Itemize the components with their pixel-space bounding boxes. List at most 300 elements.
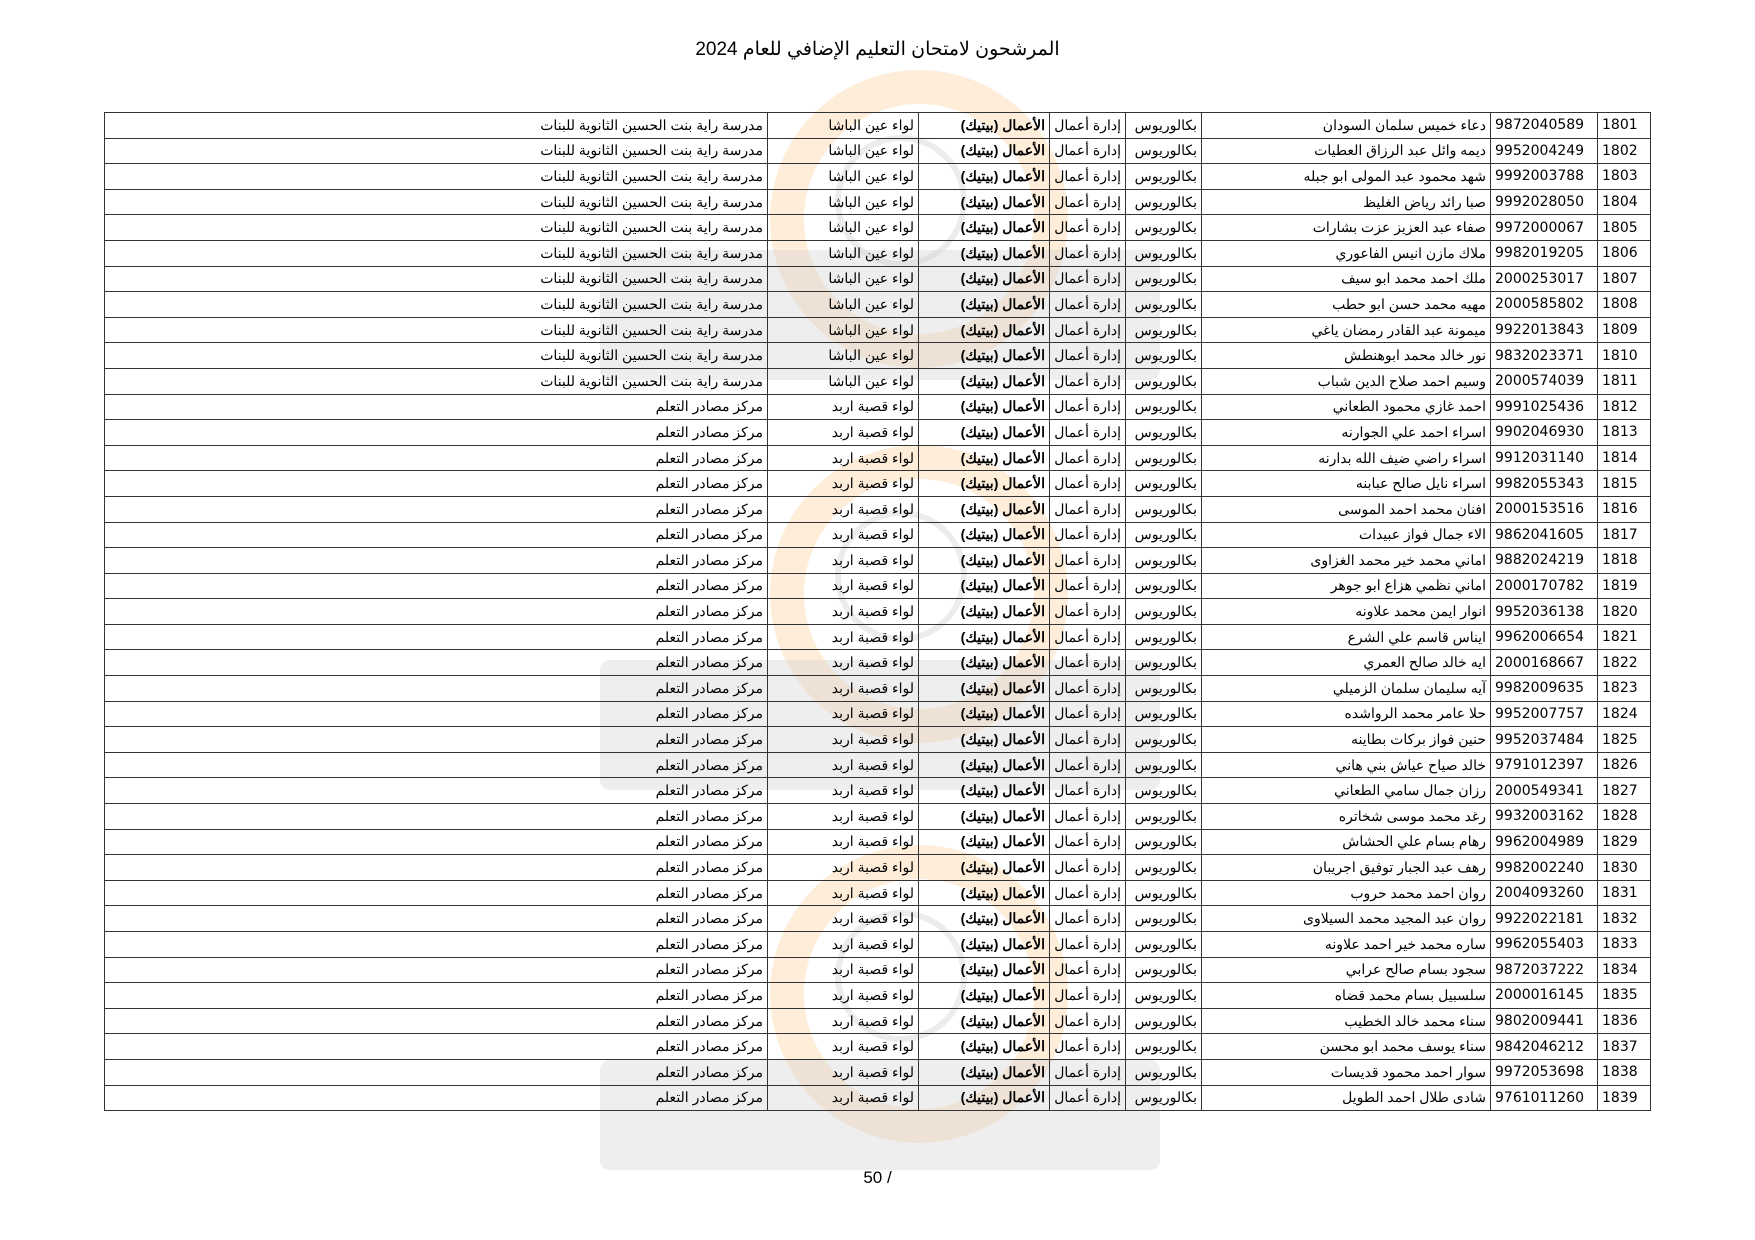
cell-district: لواء قصبة اربد <box>768 650 919 676</box>
cell-specialty: الأعمال (بيتيك) <box>919 1034 1050 1060</box>
cell-school: مدرسة راية بنت الحسين الثانوية للبنات <box>105 343 768 369</box>
cell-school: مركز مصادر التعلم <box>105 701 768 727</box>
cell-level: بكالوريوس <box>1126 624 1202 650</box>
cell-serial: 1821 <box>1598 624 1651 650</box>
cell-level: بكالوريوس <box>1126 522 1202 548</box>
cell-serial: 1811 <box>1598 368 1651 394</box>
cell-seat-number: 9842046212 <box>1491 1034 1598 1060</box>
cell-level: بكالوريوس <box>1126 880 1202 906</box>
cell-specialty: الأعمال (بيتيك) <box>919 1059 1050 1085</box>
cell-level: بكالوريوس <box>1126 932 1202 958</box>
table-row <box>105 292 1651 318</box>
table-row <box>105 368 1651 394</box>
cell-branch: إدارة أعمال <box>1050 445 1126 471</box>
cell-seat-number: 9972000067 <box>1491 215 1598 241</box>
cell-school: مركز مصادر التعلم <box>105 1085 768 1111</box>
cell-seat-number: 9902046930 <box>1491 420 1598 446</box>
cell-branch: إدارة أعمال <box>1050 727 1126 753</box>
cell-level: بكالوريوس <box>1126 471 1202 497</box>
cell-district: لواء قصبة اربد <box>768 445 919 471</box>
cell-serial: 1818 <box>1598 548 1651 574</box>
table-row <box>105 189 1651 215</box>
cell-name: اماني محمد خير محمد الغزاوى <box>1202 548 1491 574</box>
cell-name: سناء يوسف محمد ابو محسن <box>1202 1034 1491 1060</box>
cell-seat-number: 9932003162 <box>1491 804 1598 830</box>
cell-school: مركز مصادر التعلم <box>105 471 768 497</box>
cell-name: صبا رائد رياض الغليظ <box>1202 189 1491 215</box>
cell-branch: إدارة أعمال <box>1050 522 1126 548</box>
cell-branch: إدارة أعمال <box>1050 292 1126 318</box>
table-row <box>105 113 1651 139</box>
cell-seat-number: 9952007757 <box>1491 701 1598 727</box>
cell-district: لواء قصبة اربد <box>768 599 919 625</box>
cell-level: بكالوريوس <box>1126 752 1202 778</box>
cell-branch: إدارة أعمال <box>1050 778 1126 804</box>
cell-specialty: الأعمال (بيتيك) <box>919 394 1050 420</box>
cell-name: نور خالد محمد ابوهنطش <box>1202 343 1491 369</box>
cell-district: لواء عين الباشا <box>768 317 919 343</box>
cell-school: مركز مصادر التعلم <box>105 906 768 932</box>
cell-level: بكالوريوس <box>1126 573 1202 599</box>
table-row <box>105 215 1651 241</box>
cell-name: دعاء خميس سلمان السودان <box>1202 113 1491 139</box>
cell-serial: 1813 <box>1598 420 1651 446</box>
cell-school: مركز مصادر التعلم <box>105 855 768 881</box>
cell-seat-number: 9982019205 <box>1491 240 1598 266</box>
cell-seat-number: 9922022181 <box>1491 906 1598 932</box>
cell-district: لواء قصبة اربد <box>768 1034 919 1060</box>
cell-seat-number: 9791012397 <box>1491 752 1598 778</box>
cell-serial: 1807 <box>1598 266 1651 292</box>
table-row <box>105 420 1651 446</box>
cell-name: اماني نظمي هزاع ابو جوهر <box>1202 573 1491 599</box>
cell-branch: إدارة أعمال <box>1050 829 1126 855</box>
cell-school: مركز مصادر التعلم <box>105 394 768 420</box>
cell-serial: 1820 <box>1598 599 1651 625</box>
page-number: 50 / <box>863 1168 892 1187</box>
cell-branch: إدارة أعمال <box>1050 394 1126 420</box>
cell-school: مدرسة راية بنت الحسين الثانوية للبنات <box>105 164 768 190</box>
cell-specialty: الأعمال (بيتيك) <box>919 164 1050 190</box>
cell-district: لواء قصبة اربد <box>768 727 919 753</box>
cell-seat-number: 9912031140 <box>1491 445 1598 471</box>
cell-school: مدرسة راية بنت الحسين الثانوية للبنات <box>105 113 768 139</box>
cell-branch: إدارة أعمال <box>1050 420 1126 446</box>
cell-serial: 1814 <box>1598 445 1651 471</box>
cell-branch: إدارة أعمال <box>1050 573 1126 599</box>
cell-branch: إدارة أعمال <box>1050 240 1126 266</box>
cell-serial: 1824 <box>1598 701 1651 727</box>
cell-level: بكالوريوس <box>1126 317 1202 343</box>
cell-seat-number: 9882024219 <box>1491 548 1598 574</box>
cell-level: بكالوريوس <box>1126 676 1202 702</box>
cell-seat-number: 2004093260 <box>1491 880 1598 906</box>
cell-serial: 1804 <box>1598 189 1651 215</box>
cell-district: لواء عين الباشا <box>768 343 919 369</box>
cell-name: حلا عامر محمد الرواشده <box>1202 701 1491 727</box>
cell-specialty: الأعمال (بيتيك) <box>919 829 1050 855</box>
table-row <box>105 496 1651 522</box>
cell-seat-number: 9962004989 <box>1491 829 1598 855</box>
cell-branch: إدارة أعمال <box>1050 266 1126 292</box>
cell-level: بكالوريوس <box>1126 368 1202 394</box>
cell-specialty: الأعمال (بيتيك) <box>919 1085 1050 1111</box>
table-row <box>105 701 1651 727</box>
cell-name: آيه سليمان سلمان الزميلي <box>1202 676 1491 702</box>
cell-serial: 1803 <box>1598 164 1651 190</box>
cell-specialty: الأعمال (بيتيك) <box>919 650 1050 676</box>
cell-branch: إدارة أعمال <box>1050 317 1126 343</box>
cell-serial: 1830 <box>1598 855 1651 881</box>
cell-school: مركز مصادر التعلم <box>105 650 768 676</box>
table-row <box>105 343 1651 369</box>
cell-specialty: الأعمال (بيتيك) <box>919 778 1050 804</box>
cell-branch: إدارة أعمال <box>1050 496 1126 522</box>
cell-level: بكالوريوس <box>1126 701 1202 727</box>
cell-school: مدرسة راية بنت الحسين الثانوية للبنات <box>105 189 768 215</box>
cell-school: مركز مصادر التعلم <box>105 676 768 702</box>
table-row <box>105 1034 1651 1060</box>
cell-branch: إدارة أعمال <box>1050 957 1126 983</box>
cell-serial: 1836 <box>1598 1008 1651 1034</box>
cell-serial: 1816 <box>1598 496 1651 522</box>
candidates-table <box>104 112 1651 1111</box>
cell-name: رزان جمال سامي الطعاني <box>1202 778 1491 804</box>
cell-name: رغد محمد موسى شخاتره <box>1202 804 1491 830</box>
cell-name: ميمونة عبد القادر رمضان ياغي <box>1202 317 1491 343</box>
cell-serial: 1802 <box>1598 138 1651 164</box>
cell-seat-number: 9872037222 <box>1491 957 1598 983</box>
cell-school: مركز مصادر التعلم <box>105 727 768 753</box>
cell-specialty: الأعمال (بيتيك) <box>919 624 1050 650</box>
table-row <box>105 599 1651 625</box>
cell-serial: 1834 <box>1598 957 1651 983</box>
table-row <box>105 573 1651 599</box>
cell-seat-number: 9922013843 <box>1491 317 1598 343</box>
cell-branch: إدارة أعمال <box>1050 932 1126 958</box>
cell-school: مركز مصادر التعلم <box>105 522 768 548</box>
cell-school: مركز مصادر التعلم <box>105 1008 768 1034</box>
cell-specialty: الأعمال (بيتيك) <box>919 957 1050 983</box>
cell-seat-number: 9872040589 <box>1491 113 1598 139</box>
cell-specialty: الأعمال (بيتيك) <box>919 496 1050 522</box>
cell-district: لواء قصبة اربد <box>768 676 919 702</box>
cell-district: لواء قصبة اربد <box>768 624 919 650</box>
cell-branch: إدارة أعمال <box>1050 1059 1126 1085</box>
cell-district: لواء قصبة اربد <box>768 957 919 983</box>
cell-name: اسراء نايل صالح عبابنه <box>1202 471 1491 497</box>
cell-name: روان احمد محمد حروب <box>1202 880 1491 906</box>
cell-level: بكالوريوس <box>1126 343 1202 369</box>
cell-seat-number: 9952004249 <box>1491 138 1598 164</box>
cell-specialty: الأعمال (بيتيك) <box>919 573 1050 599</box>
cell-serial: 1837 <box>1598 1034 1651 1060</box>
cell-serial: 1832 <box>1598 906 1651 932</box>
cell-level: بكالوريوس <box>1126 240 1202 266</box>
cell-seat-number: 2000253017 <box>1491 266 1598 292</box>
cell-seat-number: 2000585802 <box>1491 292 1598 318</box>
cell-level: بكالوريوس <box>1126 1008 1202 1034</box>
cell-serial: 1833 <box>1598 932 1651 958</box>
cell-district: لواء قصبة اربد <box>768 420 919 446</box>
table-row <box>105 804 1651 830</box>
cell-school: مركز مصادر التعلم <box>105 420 768 446</box>
cell-serial: 1819 <box>1598 573 1651 599</box>
cell-school: مركز مصادر التعلم <box>105 1034 768 1060</box>
cell-seat-number: 9952036138 <box>1491 599 1598 625</box>
cell-branch: إدارة أعمال <box>1050 701 1126 727</box>
cell-level: بكالوريوس <box>1126 292 1202 318</box>
table-row <box>105 1085 1651 1111</box>
cell-specialty: الأعمال (بيتيك) <box>919 368 1050 394</box>
cell-level: بكالوريوس <box>1126 215 1202 241</box>
cell-school: مدرسة راية بنت الحسين الثانوية للبنات <box>105 368 768 394</box>
cell-name: سناء محمد خالد الخطيب <box>1202 1008 1491 1034</box>
cell-district: لواء قصبة اربد <box>768 804 919 830</box>
cell-name: مهيه محمد حسن ابو حطب <box>1202 292 1491 318</box>
cell-name: ديمه وائل عبد الرزاق العطيات <box>1202 138 1491 164</box>
cell-district: لواء قصبة اربد <box>768 548 919 574</box>
cell-serial: 1823 <box>1598 676 1651 702</box>
cell-name: ايه خالد صالح العمري <box>1202 650 1491 676</box>
table-row <box>105 624 1651 650</box>
table-row <box>105 983 1651 1009</box>
cell-level: بكالوريوس <box>1126 829 1202 855</box>
cell-seat-number: 9992028050 <box>1491 189 1598 215</box>
cell-branch: إدارة أعمال <box>1050 983 1126 1009</box>
cell-seat-number: 9982055343 <box>1491 471 1598 497</box>
cell-branch: إدارة أعمال <box>1050 624 1126 650</box>
cell-serial: 1826 <box>1598 752 1651 778</box>
cell-name: رهف عبد الجبار توفيق اجريبان <box>1202 855 1491 881</box>
cell-district: لواء عين الباشا <box>768 113 919 139</box>
cell-seat-number: 9862041605 <box>1491 522 1598 548</box>
cell-specialty: الأعمال (بيتيك) <box>919 317 1050 343</box>
cell-school: مركز مصادر التعلم <box>105 496 768 522</box>
cell-branch: إدارة أعمال <box>1050 650 1126 676</box>
cell-district: لواء قصبة اربد <box>768 522 919 548</box>
cell-specialty: الأعمال (بيتيك) <box>919 266 1050 292</box>
cell-level: بكالوريوس <box>1126 599 1202 625</box>
cell-specialty: الأعمال (بيتيك) <box>919 752 1050 778</box>
cell-specialty: الأعمال (بيتيك) <box>919 548 1050 574</box>
cell-branch: إدارة أعمال <box>1050 189 1126 215</box>
cell-level: بكالوريوس <box>1126 138 1202 164</box>
table-row <box>105 522 1651 548</box>
table-row <box>105 1059 1651 1085</box>
table-row <box>105 829 1651 855</box>
cell-district: لواء قصبة اربد <box>768 880 919 906</box>
cell-name: صفاء عبد العزيز عزت بشارات <box>1202 215 1491 241</box>
cell-branch: إدارة أعمال <box>1050 368 1126 394</box>
cell-level: بكالوريوس <box>1126 1059 1202 1085</box>
cell-school: مركز مصادر التعلم <box>105 599 768 625</box>
table-row <box>105 752 1651 778</box>
cell-district: لواء قصبة اربد <box>768 471 919 497</box>
cell-specialty: الأعمال (بيتيك) <box>919 113 1050 139</box>
cell-seat-number: 9962006654 <box>1491 624 1598 650</box>
cell-level: بكالوريوس <box>1126 778 1202 804</box>
cell-branch: إدارة أعمال <box>1050 138 1126 164</box>
cell-district: لواء قصبة اربد <box>768 829 919 855</box>
table-row <box>105 778 1651 804</box>
table-row <box>105 855 1651 881</box>
cell-district: لواء قصبة اربد <box>768 394 919 420</box>
cell-level: بكالوريوس <box>1126 445 1202 471</box>
cell-branch: إدارة أعمال <box>1050 113 1126 139</box>
cell-district: لواء قصبة اربد <box>768 932 919 958</box>
table-row <box>105 471 1651 497</box>
cell-specialty: الأعمال (بيتيك) <box>919 599 1050 625</box>
cell-district: لواء قصبة اربد <box>768 1008 919 1034</box>
cell-level: بكالوريوس <box>1126 394 1202 420</box>
cell-specialty: الأعمال (بيتيك) <box>919 727 1050 753</box>
cell-serial: 1815 <box>1598 471 1651 497</box>
cell-serial: 1835 <box>1598 983 1651 1009</box>
cell-branch: إدارة أعمال <box>1050 752 1126 778</box>
cell-school: مركز مصادر التعلم <box>105 573 768 599</box>
cell-school: مركز مصادر التعلم <box>105 957 768 983</box>
cell-serial: 1809 <box>1598 317 1651 343</box>
cell-serial: 1808 <box>1598 292 1651 318</box>
table-row <box>105 932 1651 958</box>
cell-serial: 1825 <box>1598 727 1651 753</box>
cell-school: مركز مصادر التعلم <box>105 752 768 778</box>
cell-seat-number: 2000549341 <box>1491 778 1598 804</box>
cell-district: لواء قصبة اربد <box>768 573 919 599</box>
cell-level: بكالوريوس <box>1126 266 1202 292</box>
cell-name: رهام بسام علي الحشاش <box>1202 829 1491 855</box>
cell-district: لواء قصبة اربد <box>768 701 919 727</box>
cell-specialty: الأعمال (بيتيك) <box>919 343 1050 369</box>
cell-level: بكالوريوس <box>1126 164 1202 190</box>
table-row <box>105 676 1651 702</box>
table-row <box>105 650 1651 676</box>
cell-specialty: الأعمال (بيتيك) <box>919 215 1050 241</box>
cell-branch: إدارة أعمال <box>1050 471 1126 497</box>
cell-school: مركز مصادر التعلم <box>105 548 768 574</box>
cell-serial: 1839 <box>1598 1085 1651 1111</box>
cell-specialty: الأعمال (بيتيك) <box>919 880 1050 906</box>
cell-school: مدرسة راية بنت الحسين الثانوية للبنات <box>105 138 768 164</box>
cell-serial: 1817 <box>1598 522 1651 548</box>
cell-school: مدرسة راية بنت الحسين الثانوية للبنات <box>105 240 768 266</box>
cell-specialty: الأعمال (بيتيك) <box>919 189 1050 215</box>
cell-level: بكالوريوس <box>1126 957 1202 983</box>
cell-district: لواء عين الباشا <box>768 215 919 241</box>
cell-branch: إدارة أعمال <box>1050 1034 1126 1060</box>
cell-seat-number: 2000168667 <box>1491 650 1598 676</box>
cell-name: ملك احمد محمد ابو سيف <box>1202 266 1491 292</box>
cell-district: لواء عين الباشا <box>768 368 919 394</box>
cell-school: مدرسة راية بنت الحسين الثانوية للبنات <box>105 266 768 292</box>
table-row <box>105 138 1651 164</box>
cell-branch: إدارة أعمال <box>1050 676 1126 702</box>
cell-branch: إدارة أعمال <box>1050 880 1126 906</box>
cell-seat-number: 9962055403 <box>1491 932 1598 958</box>
table-row <box>105 957 1651 983</box>
cell-specialty: الأعمال (بيتيك) <box>919 932 1050 958</box>
cell-school: مركز مصادر التعلم <box>105 1059 768 1085</box>
table-row <box>105 266 1651 292</box>
cell-seat-number: 2000016145 <box>1491 983 1598 1009</box>
cell-serial: 1822 <box>1598 650 1651 676</box>
cell-district: لواء عين الباشا <box>768 266 919 292</box>
cell-name: اسراء احمد علي الجوارنه <box>1202 420 1491 446</box>
cell-district: لواء قصبة اربد <box>768 1059 919 1085</box>
cell-level: بكالوريوس <box>1126 906 1202 932</box>
cell-specialty: الأعمال (بيتيك) <box>919 471 1050 497</box>
cell-name: ايناس قاسم علي الشرع <box>1202 624 1491 650</box>
cell-branch: إدارة أعمال <box>1050 855 1126 881</box>
cell-branch: إدارة أعمال <box>1050 906 1126 932</box>
cell-branch: إدارة أعمال <box>1050 804 1126 830</box>
table-row <box>105 317 1651 343</box>
cell-seat-number: 9761011260 <box>1491 1085 1598 1111</box>
cell-seat-number: 2000170782 <box>1491 573 1598 599</box>
cell-name: سوار احمد محمود قديسات <box>1202 1059 1491 1085</box>
cell-name: افنان محمد احمد الموسى <box>1202 496 1491 522</box>
table-row <box>105 727 1651 753</box>
cell-school: مدرسة راية بنت الحسين الثانوية للبنات <box>105 317 768 343</box>
cell-district: لواء عين الباشا <box>768 189 919 215</box>
table-row <box>105 240 1651 266</box>
cell-serial: 1801 <box>1598 113 1651 139</box>
cell-district: لواء قصبة اربد <box>768 496 919 522</box>
cell-name: وسيم احمد صلاح الدين شباب <box>1202 368 1491 394</box>
cell-seat-number: 9972053698 <box>1491 1059 1598 1085</box>
cell-district: لواء قصبة اربد <box>768 983 919 1009</box>
cell-specialty: الأعمال (بيتيك) <box>919 522 1050 548</box>
table-body <box>105 113 1651 1111</box>
cell-serial: 1829 <box>1598 829 1651 855</box>
cell-level: بكالوريوس <box>1126 804 1202 830</box>
cell-school: مركز مصادر التعلم <box>105 829 768 855</box>
cell-school: مدرسة راية بنت الحسين الثانوية للبنات <box>105 292 768 318</box>
cell-district: لواء عين الباشا <box>768 240 919 266</box>
cell-specialty: الأعمال (بيتيك) <box>919 138 1050 164</box>
cell-seat-number: 2000574039 <box>1491 368 1598 394</box>
cell-school: مركز مصادر التعلم <box>105 932 768 958</box>
cell-level: بكالوريوس <box>1126 650 1202 676</box>
cell-seat-number: 9982002240 <box>1491 855 1598 881</box>
cell-name: اسراء راضي ضيف الله بدارنه <box>1202 445 1491 471</box>
cell-name: ملاك مازن انيس الفاعوري <box>1202 240 1491 266</box>
cell-serial: 1806 <box>1598 240 1651 266</box>
cell-branch: إدارة أعمال <box>1050 1008 1126 1034</box>
cell-branch: إدارة أعمال <box>1050 1085 1126 1111</box>
cell-level: بكالوريوس <box>1126 189 1202 215</box>
cell-level: بكالوريوس <box>1126 727 1202 753</box>
cell-serial: 1812 <box>1598 394 1651 420</box>
cell-serial: 1827 <box>1598 778 1651 804</box>
cell-serial: 1831 <box>1598 880 1651 906</box>
cell-seat-number: 2000153516 <box>1491 496 1598 522</box>
cell-school: مركز مصادر التعلم <box>105 804 768 830</box>
cell-level: بكالوريوس <box>1126 1034 1202 1060</box>
cell-level: بكالوريوس <box>1126 496 1202 522</box>
cell-specialty: الأعمال (بيتيك) <box>919 445 1050 471</box>
cell-name: حنين فواز بركات بطاينه <box>1202 727 1491 753</box>
cell-level: بكالوريوس <box>1126 113 1202 139</box>
cell-seat-number: 9952037484 <box>1491 727 1598 753</box>
cell-serial: 1810 <box>1598 343 1651 369</box>
cell-name: روان عبد المجيد محمد السيلاوى <box>1202 906 1491 932</box>
cell-seat-number: 9991025436 <box>1491 394 1598 420</box>
cell-branch: إدارة أعمال <box>1050 215 1126 241</box>
cell-name: خالد صياح عياش بني هاني <box>1202 752 1491 778</box>
cell-level: بكالوريوس <box>1126 855 1202 881</box>
